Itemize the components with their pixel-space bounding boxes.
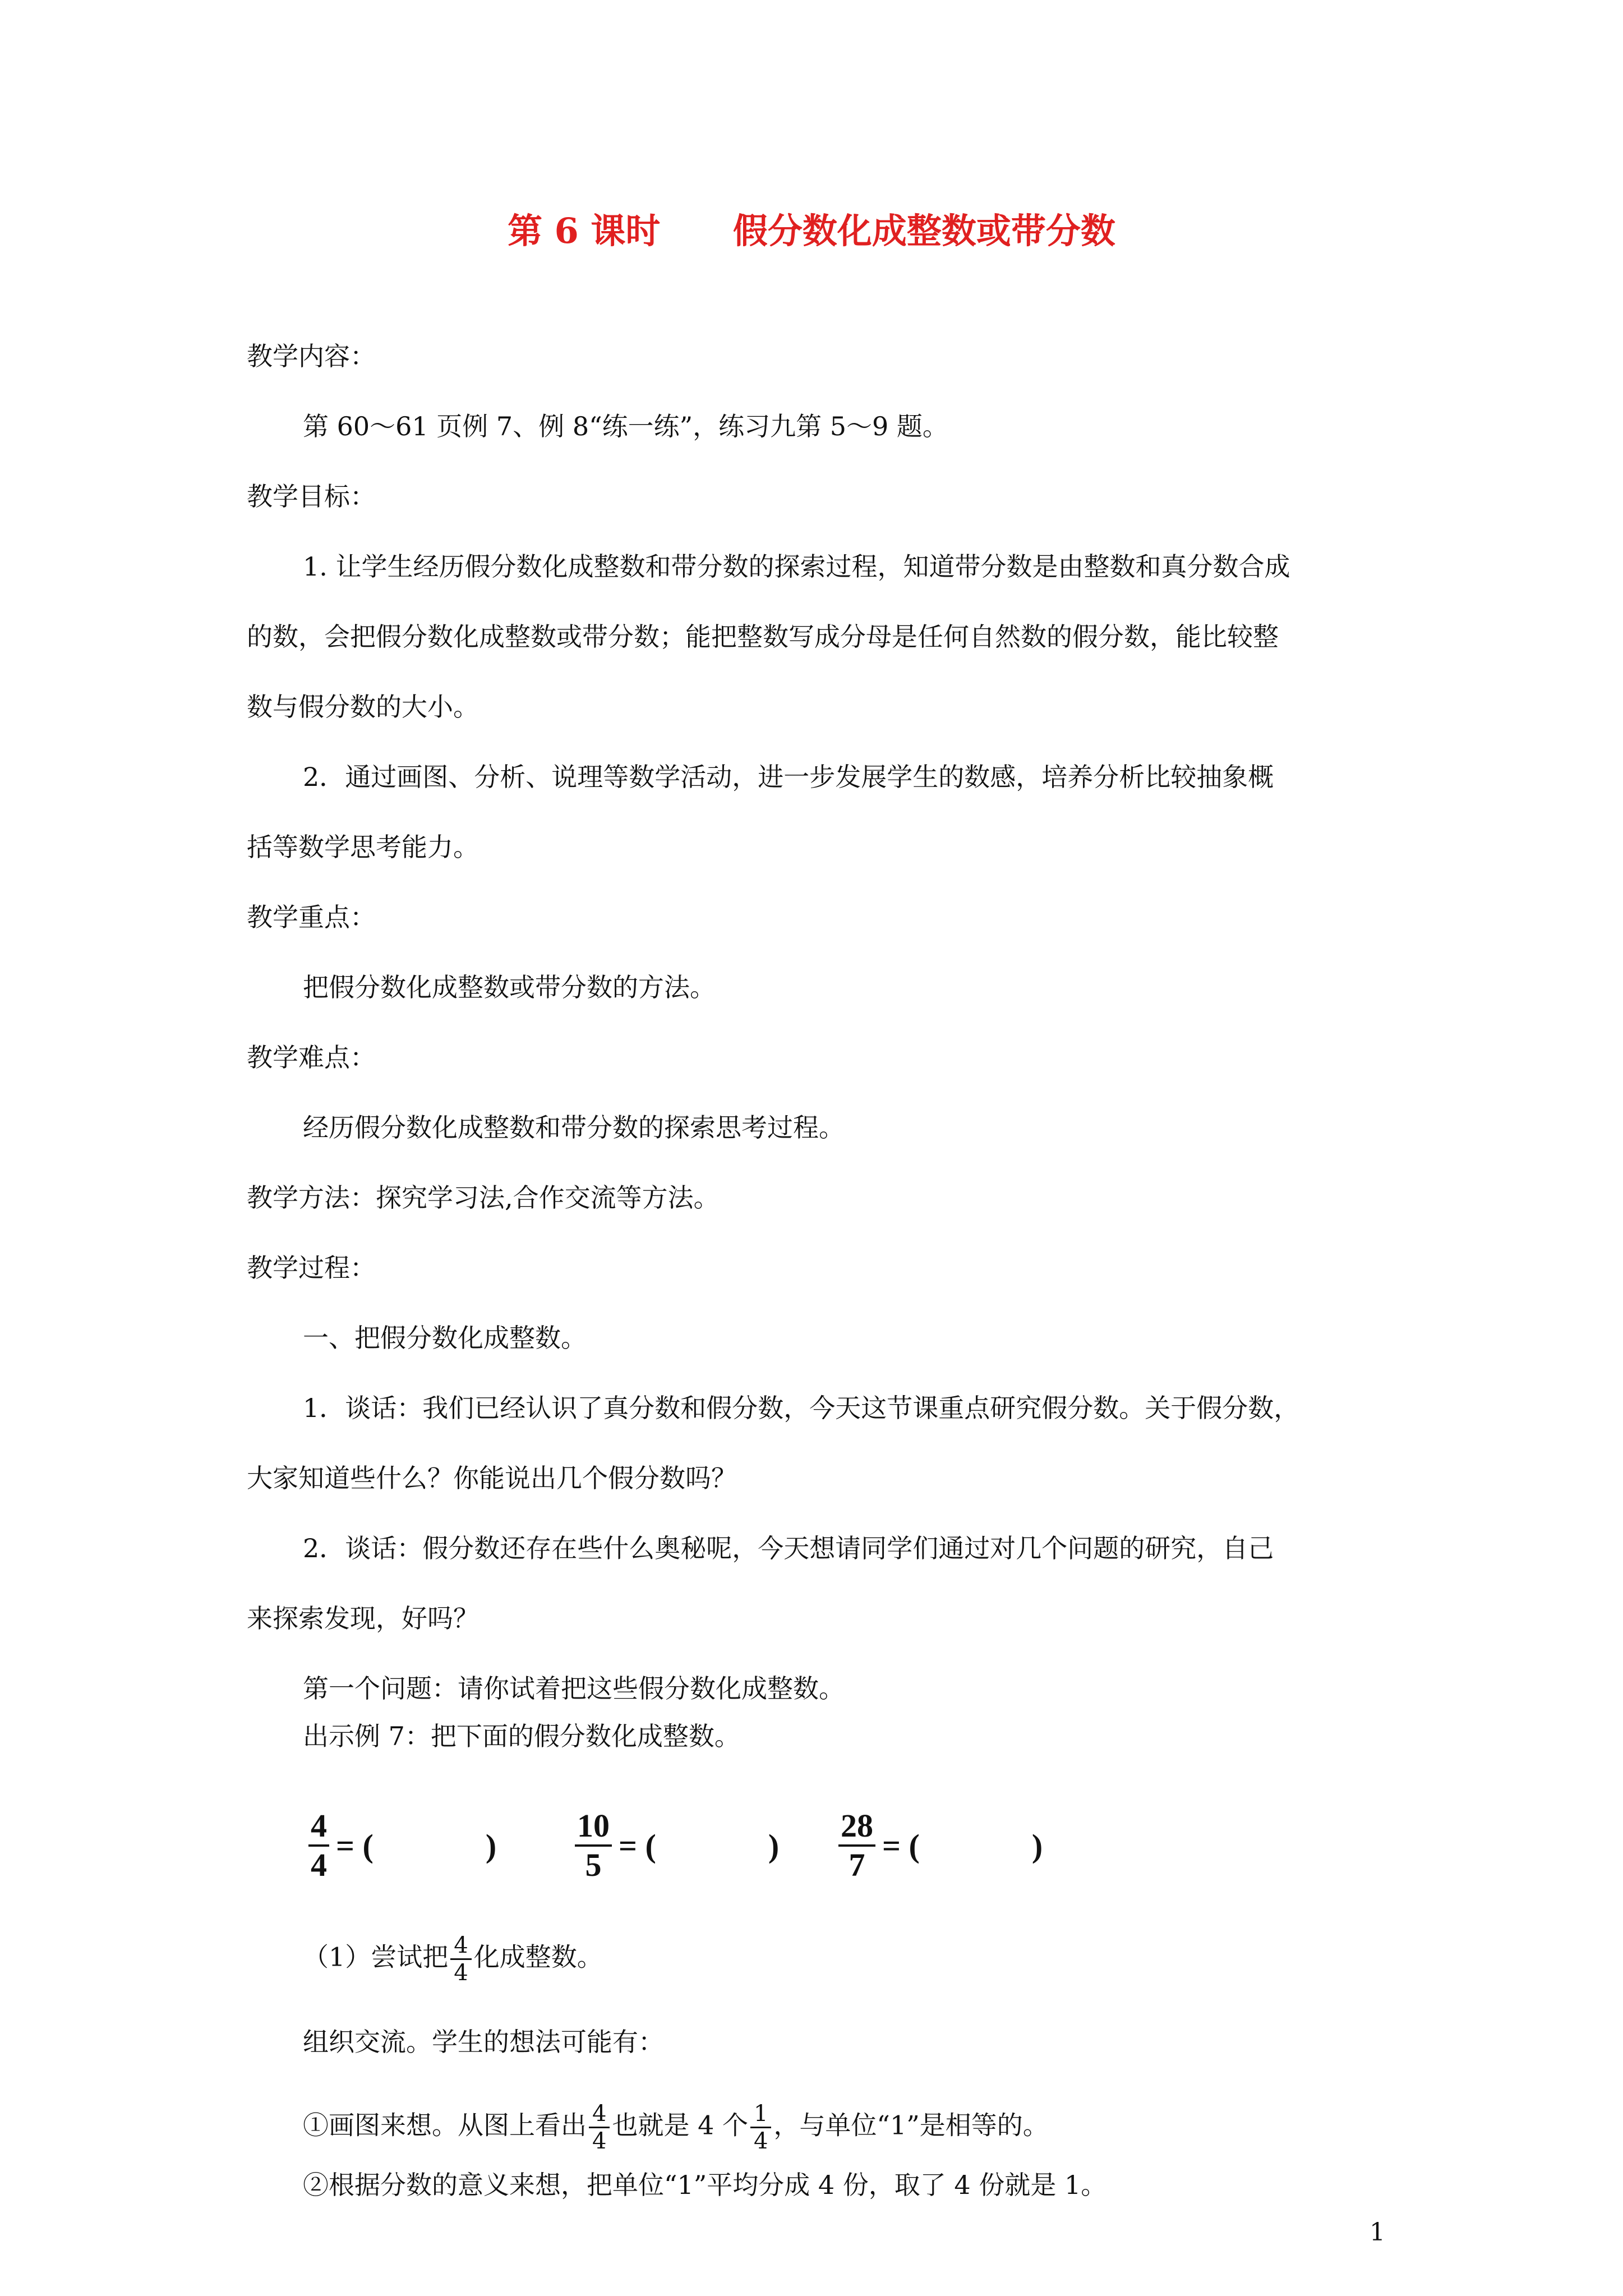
- heading-key-point: 教学重点：: [247, 902, 376, 932]
- section-1-heading: 一、把假分数化成整数。: [303, 1323, 587, 1353]
- step-2-line-2: 来探索发现，好吗？: [247, 1603, 479, 1634]
- goal-1-line-1: 1. 让学生经历假分数化成整数和带分数的探索过程，知道带分数是由整数和真分数合成: [303, 551, 1290, 582]
- heading-teaching-goals: 教学目标：: [247, 481, 376, 512]
- difficulty-text: 经历假分数化成整数和带分数的探索思考过程。: [303, 1112, 845, 1143]
- first-question: 第一个问题：请你试着把这些假分数化成整数。: [303, 1673, 845, 1704]
- step-1-line-1: 1．谈话：我们已经认识了真分数和假分数，今天这节课重点研究假分数。关于假分数，: [303, 1393, 1300, 1423]
- idea-2-meaning: ②根据分数的意义来想，把单位“1”平均分成 4 份，取了 4 份就是 1。: [303, 2170, 1107, 2200]
- idea-1-drawing: ①画图来想。从图上看出 $\frac{4}{4}$ 也就是 4 个 $\frac{1}{4}$ ，与单位“1”是相等的。: [303, 2101, 1049, 2154]
- fraction-10-5: $\frac{10}{5}$: [575, 1807, 612, 1884]
- heading-teaching-content: 教学内容：: [247, 341, 376, 371]
- lesson-title: 第 6 课时 假分数化成整数或带分数: [508, 210, 1115, 251]
- goal-1-line-3: 数与假分数的大小。: [247, 692, 479, 722]
- goal-1-line-2: 的数，会把假分数化成整数或带分数；能把整数写成分母是任何自然数的假分数，能比较整: [247, 622, 1279, 652]
- content-pages: 第 60～61 页例 7、例 8“练一练”，练习九第 5～9 题。: [303, 411, 948, 441]
- heading-teaching-process: 教学过程：: [247, 1253, 376, 1283]
- step-1-try: （1）尝试把 $\frac{4}{4}$ 化成整数。: [303, 1932, 603, 1986]
- step-1-line-2: 大家知道些什么？你能说出几个假分数吗？: [247, 1463, 737, 1493]
- fraction-4-4-small: $\frac{4}{4}$: [450, 1932, 471, 1986]
- heading-difficulty: 教学难点：: [247, 1042, 376, 1073]
- goal-2-line-2: 括等数学思考能力。: [247, 832, 479, 862]
- fraction-4-4: $\frac{4}{4}$: [308, 1807, 329, 1884]
- step-2-line-1: 2．谈话：假分数还存在些什么奥秘呢，今天想请同学们通过对几个问题的研究，自己: [303, 1533, 1274, 1563]
- example-7-equations: [297, 1801, 1138, 1890]
- fraction-28-7: $\frac{28}{7}$: [838, 1807, 875, 1884]
- organize-discussion: 组织交流。学生的想法可能有：: [303, 2027, 664, 2057]
- equation-1: $\frac{4}{4}$ = ( ): [308, 1801, 496, 1890]
- equation-3: $\frac{28}{7}$ = ( ): [838, 1801, 1043, 1890]
- fraction-1-4-inline: $\frac{1}{4}$: [750, 2101, 771, 2154]
- equation-2: $\frac{10}{5}$ = ( ): [575, 1801, 779, 1890]
- key-point-text: 把假分数化成整数或带分数的方法。: [303, 972, 716, 1002]
- goal-2-line-1: 2．通过画图、分析、说理等数学活动，进一步发展学生的数感，培养分析比较抽象概: [303, 762, 1274, 792]
- fraction-4-4-inline: $\frac{4}{4}$: [589, 2101, 610, 2154]
- teaching-methods: 教学方法：探究学习法,合作交流等方法。: [247, 1182, 720, 1213]
- example-7-prompt: 出示例 7：把下面的假分数化成整数。: [303, 1721, 740, 1751]
- page-number: 1: [1370, 2218, 1385, 2247]
